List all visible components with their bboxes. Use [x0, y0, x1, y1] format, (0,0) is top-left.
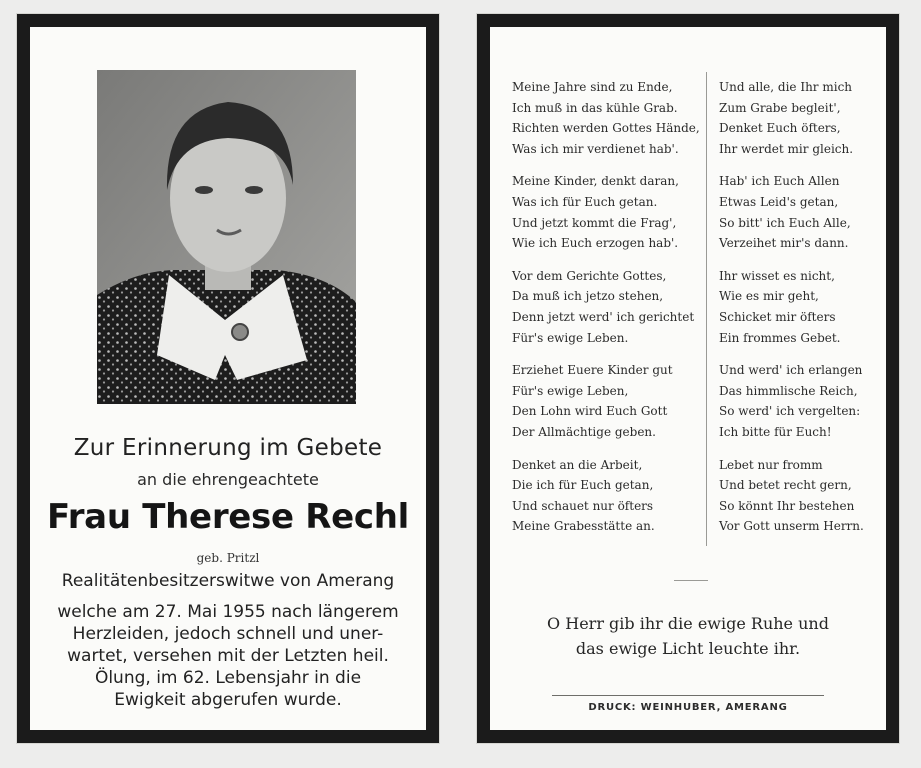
poem-line: So bitt' ich Euch Alle,	[719, 215, 851, 230]
poem-line: Was ich für Euch getan.	[512, 194, 658, 209]
separator-rule	[674, 580, 708, 581]
poem-line: Die ich für Euch getan,	[512, 478, 654, 493]
poem-column-left	[512, 77, 700, 549]
poem-line: Meine Jahre sind zu Ende,	[512, 80, 673, 94]
memorial-card-right	[477, 14, 899, 743]
poem-line: Und jetzt kommt die Frag',	[512, 215, 677, 230]
poem-line: Und alle, die Ihr mich	[719, 80, 853, 94]
birth-name: geb. Pritzl	[196, 551, 260, 565]
poem-line: Erziehet Euere Kinder gut	[512, 363, 673, 378]
poem-stanza	[512, 77, 700, 159]
poem-line: Und betet recht gern,	[719, 478, 852, 493]
poem-line: Schicket mir öfters	[719, 309, 836, 324]
memorial-card-left	[17, 14, 439, 743]
poem-line: Ich bitte für Euch!	[719, 424, 832, 439]
card-title: Zur Erinnerung im Gebete	[73, 435, 383, 461]
poem-line: Wie ich Euch erzogen hab'.	[512, 236, 679, 251]
poem-line: Zum Grabe begleit',	[719, 100, 841, 115]
poem-line: Denket Euch öfters,	[719, 121, 841, 136]
poem-line: So könnt Ihr bestehen	[719, 498, 855, 513]
poem-line: Ein frommes Gebet.	[719, 330, 841, 345]
poem-line: Meine Kinder, denkt daran,	[512, 174, 679, 189]
poem-line: Meine Grabesstätte an.	[512, 519, 655, 534]
poem-line: Lebet nur fromm	[719, 457, 823, 472]
poem-line: Der Allmächtige geben.	[512, 424, 656, 439]
poem-line: Hab' ich Euch Allen	[719, 174, 840, 189]
prayer-line: O Herr gib ihr die ewige Ruhe und	[547, 614, 829, 633]
poem-line: Da muß ich jetzo stehen,	[512, 289, 664, 304]
poem-line: Vor dem Gerichte Gottes,	[512, 268, 667, 283]
death-notice	[44, 601, 412, 711]
printer-credit: DRUCK: WEINHUBER, AMERANG	[588, 702, 788, 713]
death-notice-line: welche am 27. Mai 1955 nach längerem	[57, 602, 399, 622]
poem-line: Verzeihet mir's dann.	[719, 236, 849, 251]
poem-line: Was ich mir verdienet hab'.	[512, 141, 679, 156]
poem-line: Etwas Leid's getan,	[719, 194, 839, 209]
poem-stanza	[719, 77, 879, 159]
poem-line: Ich muß in das kühle Grab.	[512, 100, 678, 115]
poem-column-right	[719, 77, 879, 549]
death-notice-line: Ewigkeit abgerufen wurde.	[114, 690, 342, 710]
poem-line: Richten werden Gottes Hände,	[512, 121, 700, 136]
poem-line: Vor Gott unserm Herrn.	[719, 519, 864, 534]
poem-stanza	[512, 171, 697, 253]
deceased-name: Frau Therese Rechl	[46, 497, 410, 537]
card-subtitle: an die ehrengeachtete	[137, 470, 319, 489]
death-notice-line: Herzleiden, jedoch schnell und uner-	[72, 624, 384, 644]
poem-line: Denket an die Arbeit,	[512, 457, 643, 472]
poem-line: So werd' ich vergelten:	[719, 404, 861, 419]
poem-line: Für's ewige Leben.	[512, 330, 629, 345]
poem-line: Denn jetzt werd' ich gerichtet	[512, 309, 695, 324]
poem-line: Ihr wisset es nicht,	[719, 268, 835, 283]
poem-stanza	[512, 360, 697, 442]
poem-line: Ihr werdet mir gleich.	[719, 141, 854, 156]
poem-stanza	[512, 455, 697, 537]
poem-stanza	[719, 360, 879, 442]
poem-line: Für's ewige Leben,	[512, 383, 629, 398]
column-divider	[706, 72, 707, 546]
poem-line: Das himmlische Reich,	[719, 383, 858, 398]
poem-stanza	[512, 266, 697, 348]
death-notice-line: wartet, versehen mit der Letzten heil.	[67, 646, 389, 666]
prayer-line: das ewige Licht leuchte ihr.	[575, 639, 801, 658]
portrait-photo	[97, 70, 356, 404]
poem-line: Wie es mir geht,	[719, 289, 819, 304]
occupation: Realitätenbesitzerswitwe von Amerang	[61, 571, 395, 591]
footer-rule	[552, 695, 824, 696]
death-notice-line: Ölung, im 62. Lebensjahr in die	[94, 668, 362, 688]
poem-stanza	[719, 455, 879, 537]
poem-stanza	[719, 171, 879, 253]
prayer	[490, 611, 886, 661]
poem-line: Den Lohn wird Euch Gott	[512, 404, 668, 419]
poem-line: Und schauet nur öfters	[512, 498, 654, 513]
poem-stanza	[719, 266, 879, 348]
poem-line: Und werd' ich erlangen	[719, 363, 863, 378]
